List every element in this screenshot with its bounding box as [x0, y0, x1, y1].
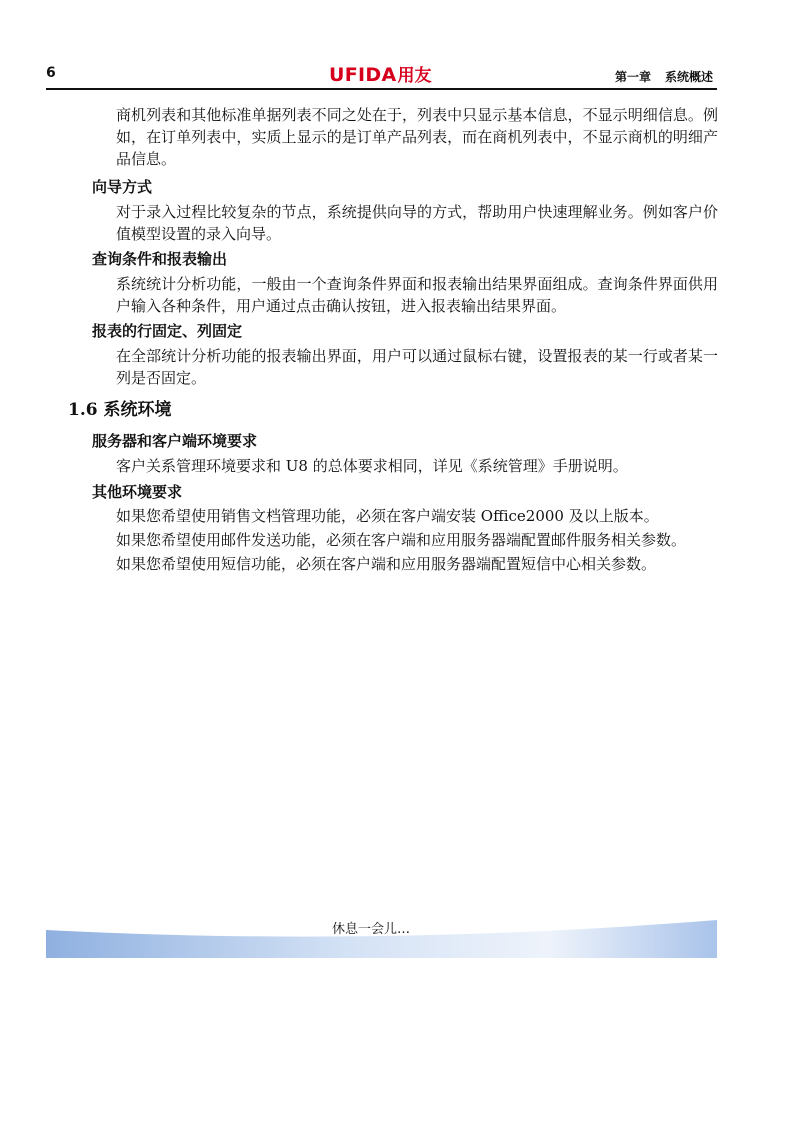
intro-paragraph: 商机列表和其他标准单据列表不同之处在于，列表中只显示基本信息，不显示明细信息。例如，在订单列表中，实质上显示的是订单产品列表，而在商机列表中，不显示商机的明细产品信息。	[116, 106, 718, 168]
section-heading: 1.6 系统环境	[68, 400, 172, 420]
wizard-paragraph: 对于录入过程比较复杂的节点，系统提供向导的方式，帮助用户快速理解业务。例如客户价值模型设置的录入向导。	[116, 203, 718, 243]
page-number: 6	[46, 65, 56, 81]
freeze-paragraph: 在全部统计分析功能的报表输出界面，用户可以通过鼠标右键，设置报表的某一行或者某一列是否固定。	[116, 347, 718, 387]
chapter-number: 第一章	[614, 70, 651, 84]
freeze-heading: 报表的行固定、列固定	[92, 322, 243, 340]
other-heading: 其他环境要求	[92, 483, 183, 501]
ufida-logo	[329, 61, 431, 86]
chapter-heading	[615, 68, 713, 85]
logo-brand-cn: 用友	[397, 66, 432, 86]
footer-rest-text: 休息一会儿…	[332, 922, 411, 937]
server-paragraph: 客户关系管理环境要求和 U8 的总体要求相同，详见《系统管理》手册说明。	[116, 457, 628, 475]
other-line: 如果您希望使用销售文档管理功能，必须在客户端安装 Office2000 及以上版本。	[116, 507, 659, 525]
query-paragraph: 系统统计分析功能，一般由一个查询条件界面和报表输出结果界面组成。查询条件界面供用户输入各种条件，用户通过点击确认按钮，进入报表输出结果界面。	[116, 275, 718, 315]
other-line: 如果您希望使用邮件发送功能，必须在客户端和应用服务器端配置邮件服务相关参数。	[116, 531, 687, 549]
wizard-heading: 向导方式	[92, 178, 153, 196]
page-header	[46, 62, 717, 90]
chapter-title: 系统概述	[664, 70, 713, 84]
query-heading: 查询条件和报表输出	[92, 250, 228, 268]
logo-brand-latin: UFIDA	[329, 64, 397, 86]
server-heading: 服务器和客户端环境要求	[92, 432, 258, 450]
other-line: 如果您希望使用短信功能，必须在客户端和应用服务器端配置短信中心相关参数。	[116, 555, 657, 573]
